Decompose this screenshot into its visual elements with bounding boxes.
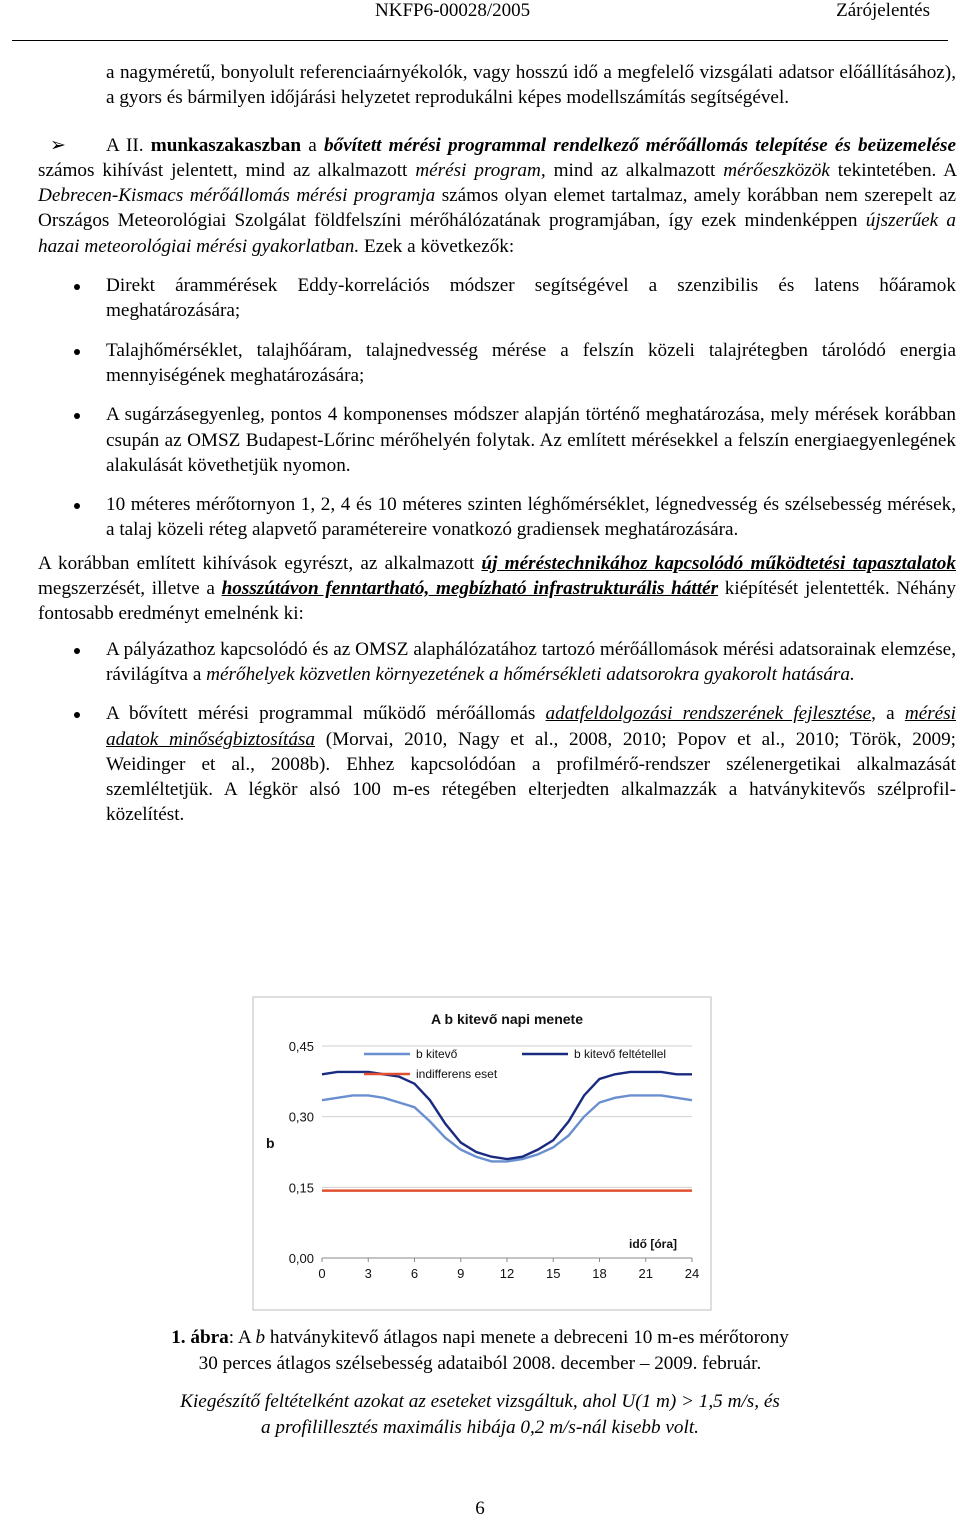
- bullet-dot-icon: [74, 284, 80, 290]
- y-tick-label: 0,30: [288, 1109, 314, 1125]
- x-tick-label: 9: [457, 1266, 465, 1281]
- x-tick-label: 12: [499, 1266, 515, 1281]
- bullet-list-results: [38, 637, 956, 828]
- arrow-bullet-icon: ➢: [50, 133, 66, 156]
- header-section: Zárójelentés: [836, 0, 930, 21]
- x-tick-label: 18: [592, 1266, 607, 1281]
- page-number: 6: [475, 1498, 485, 1519]
- figure-caption-line4: a profilillesztés maximális hibája 0,2 m/s-nál kisebb volt.: [261, 1417, 699, 1438]
- list-item: A sugárzásegyenleg, pontos 4 komponenses módszer alapján történő meghatározása, mely mérések korábban csupán az OMSZ Budapest-Lőrinc mérőhelyén folytak. Az említett mérésekkel a felszín energiaegyenlegének alakulását követhetjük nyomon.: [38, 402, 956, 478]
- chart-ylabel: b: [266, 1135, 275, 1151]
- figure-b-exponent: [252, 996, 712, 1311]
- paragraph-intro: a nagyméretű, bonyolult referenciaárnyékolók, vagy hosszú idő a megfelelő vizsgálati adatsor előállításához), a gyors és bármilyen időjárási helyzetet reprodukálni képes modellszámítás segítségével.: [106, 62, 956, 109]
- x-tick-label: 6: [410, 1266, 419, 1281]
- arrow-paragraph: [38, 133, 956, 259]
- x-tick-label: 3: [364, 1266, 372, 1281]
- y-tick-label: 0,45: [288, 1039, 314, 1054]
- list-item: 10 méteres mérőtornyon 1, 2, 4 és 10 méteres szinten léghőmérséklet, légnedvesség és szélsebesség mérések, a talaj közeli réteg alapvető paramétereire vonatkozó gradiensek meghatározására.: [38, 492, 956, 543]
- paragraph-challenges: A korábban említett kihívások egyrészt, az alkalmazott új méréstechnikához kapcsolódó működtetési tapasztalatok megszerzését, illetve a hosszútávon fenntartható, megbízható infrastrukturális háttér kiépítését jelentették. Néhány fontosabb eredményt emelnénk ki:: [38, 552, 957, 625]
- legend-label-2: b kitevő feltétellel: [574, 1047, 667, 1061]
- x-tick-label: 15: [546, 1266, 561, 1281]
- chart-svg: [252, 996, 712, 1311]
- bullet-dot-icon: [74, 712, 80, 718]
- y-tick-label: 0,00: [288, 1251, 314, 1266]
- chart-title: A b kitevő napi menete: [431, 1011, 583, 1027]
- page-header: [0, 0, 960, 44]
- list-item: A pályázathoz kapcsolódó és az OMSZ alaphálózatához tartozó mérőállomások mérési adatsorainak elemzése, rávilágítva a mérőhelyek közvetlen környezetének a hőmérsékleti adatsorokra gyakorolt hatására.: [38, 637, 956, 688]
- chart-xlabel: idő [óra]: [629, 1237, 677, 1251]
- x-tick-label: 21: [638, 1266, 653, 1281]
- y-tick-label: 0,15: [288, 1180, 314, 1196]
- list-item: Direkt árammérések Eddy-korrelációs módszer segítségével a szenzibilis és latens hőáramok meghatározására;: [38, 273, 956, 324]
- header-doc-id: NKFP6-00028/2005: [375, 0, 531, 21]
- list-item: A bővített mérési programmal működő mérőállomás adatfeldolgozási rendszerének fejlesztése, a mérési adatok minőségbiztosítása (Morvai, 2010, Nagy et al., 2008, 2010; Popov et al., 2010; Török, 2009; Weidinger et al., 2008b). Ehhez kapcsolódóan a profilmérő-rendszer szélenergetikai alkalmazását szemléltetjük. A légkör alsó 100 m-es rétegében elterjedten alkalmazzák a hatványkitevős szélprofil-közelítést.: [38, 701, 956, 827]
- list-item: Talajhőmérséklet, talajhőáram, talajnedvesség mérése a felszín közeli talajrétegben tárolódó energia mennyiségének meghatározására;: [38, 338, 956, 389]
- legend-label-1: b kitevő: [416, 1047, 458, 1061]
- bullet-dot-icon: [74, 648, 80, 654]
- page-body: [38, 60, 956, 828]
- bullet-dot-icon: [74, 413, 80, 419]
- figure-caption-line3: Kiegészítő feltételként azokat az eseteket vizsgáltuk, ahol U(1 m) > 1,5 m/s, és: [180, 1391, 780, 1412]
- legend-label-3: indifferens eset: [416, 1067, 498, 1081]
- bullet-dot-icon: [74, 349, 80, 355]
- bullet-list-measurements: [38, 273, 956, 543]
- paragraph-phase2: A II. munkaszakaszban a bővített mérési programmal rendelkező mérőállomás telepítése és beüzemelése számos kihívást jelentett, mind az alkalmazott mérési program, mind az alkalmazott mérőeszközök tekintetében. A Debrecen-Kismacs mérőállomás mérési programja számos olyan elemet tartalmaz, amely korábban nem szerepelt az Országos Meteorológiai Szolgálat földfelszíni mérőhálózatának programjában, így ezek mindenképpen újszerűek a hazai meteorológiai mérési gyakorlatban. Ezek a következők:: [38, 134, 957, 257]
- bullet-dot-icon: [74, 503, 80, 509]
- x-tick-label: 24: [684, 1266, 700, 1281]
- x-tick-label: 0: [318, 1266, 326, 1281]
- figure-caption-line2: 30 perces átlagos szélsebesség adataiból 2008. december – 2009. február.: [198, 1353, 762, 1374]
- header-rule: [12, 40, 948, 41]
- figure-caption-line1: 1. ábra: A b hatványkitevő átlagos napi menete a debreceni 10 m-es mérőtorony: [171, 1327, 789, 1348]
